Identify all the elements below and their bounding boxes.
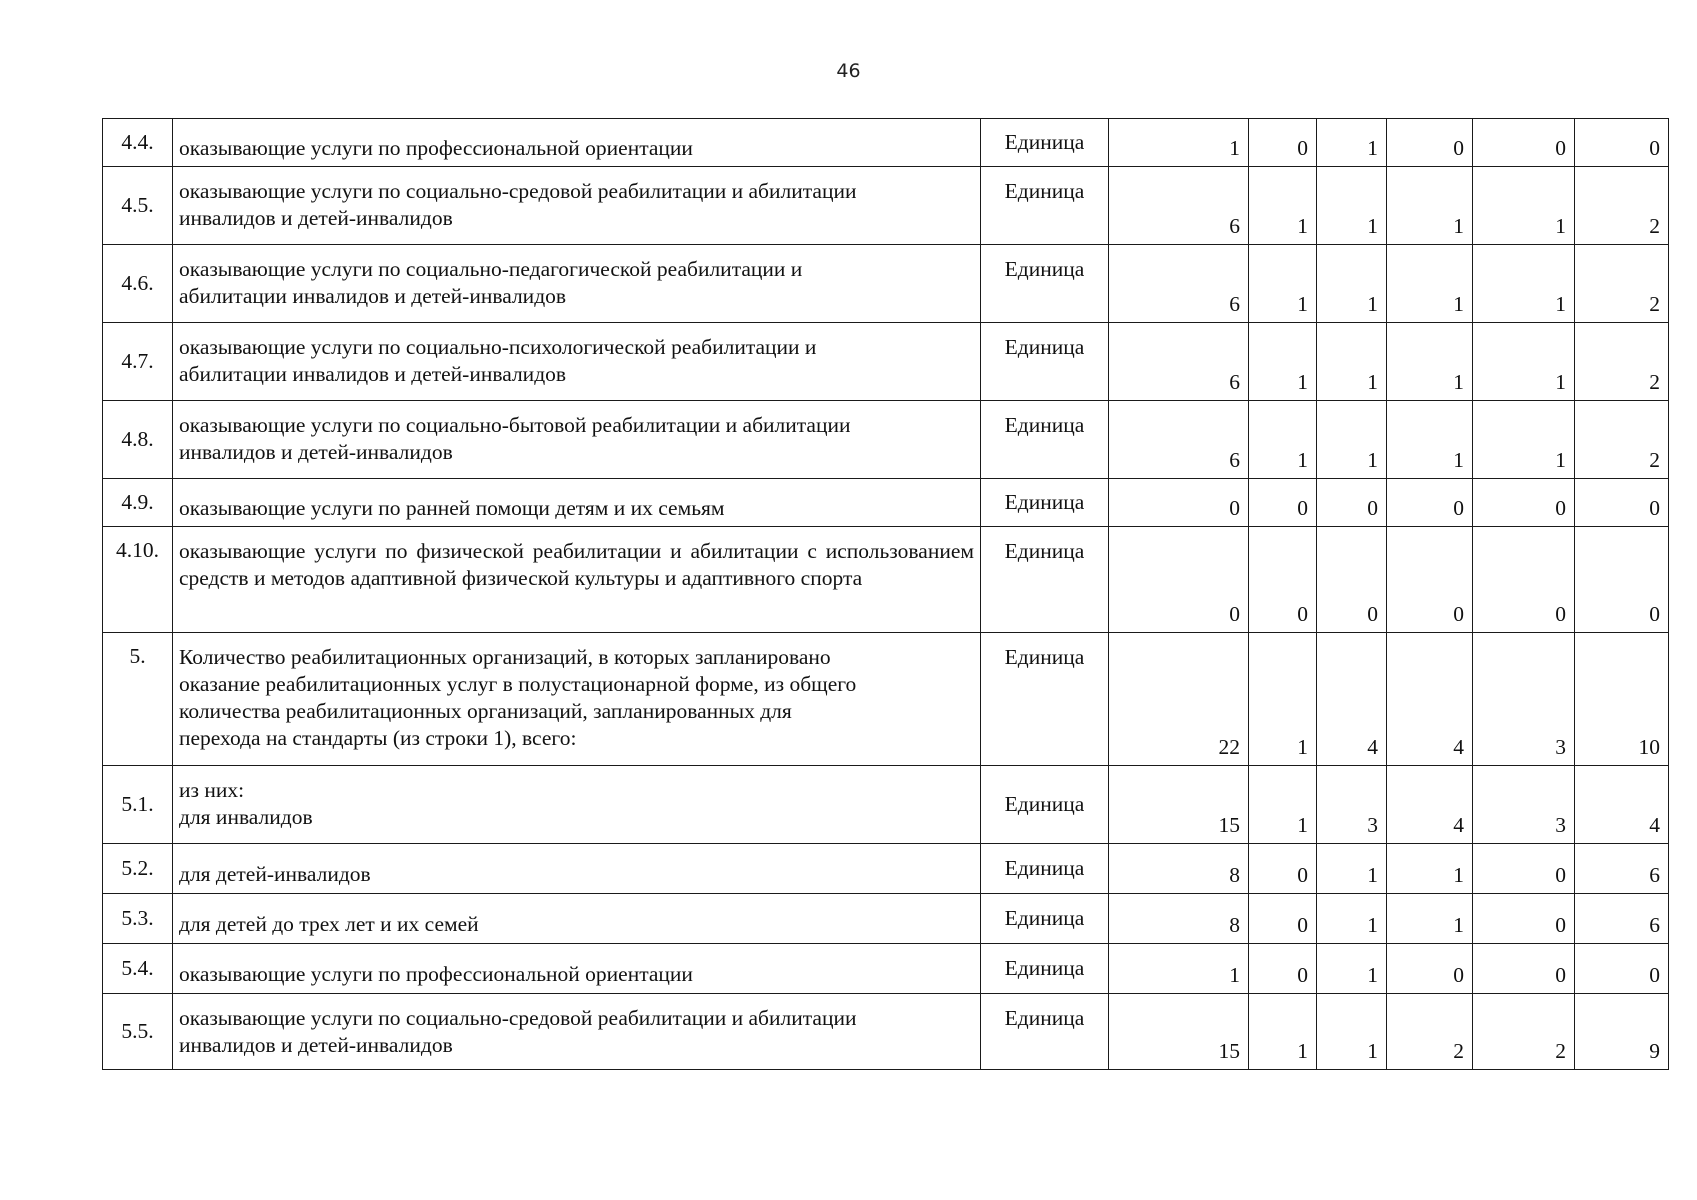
unit-cell: Единица — [981, 119, 1109, 167]
value-cell: 1 — [1109, 119, 1249, 167]
table-row — [103, 633, 1669, 766]
value-cell: 8 — [1109, 894, 1249, 944]
row-description — [173, 766, 981, 844]
value-cell: 6 — [1575, 894, 1669, 944]
value-cell: 3 — [1473, 766, 1575, 844]
description-line: абилитации инвалидов и детей-инвалидов — [179, 284, 567, 308]
row-number: 5.5. — [103, 994, 173, 1070]
value-cell: 15 — [1109, 994, 1249, 1070]
row-description — [173, 167, 981, 245]
value-cell: 0 — [1473, 944, 1575, 994]
value-cell: 1 — [1317, 119, 1387, 167]
description-line: для детей до трех лет и их семей — [179, 911, 479, 936]
unit-cell: Единица — [981, 167, 1109, 245]
value-cell: 2 — [1575, 323, 1669, 401]
value-cell: 1 — [1317, 844, 1387, 894]
row-description — [173, 119, 981, 167]
row-description — [173, 844, 981, 894]
table-row — [103, 944, 1669, 994]
value-cell: 1 — [1249, 401, 1317, 479]
row-number: 5.2. — [103, 844, 173, 894]
unit-cell: Единица — [981, 944, 1109, 994]
table-row — [103, 894, 1669, 944]
value-cell: 8 — [1109, 844, 1249, 894]
value-cell: 2 — [1387, 994, 1473, 1070]
row-description — [173, 401, 981, 479]
report-table — [102, 118, 1669, 1070]
value-cell: 1 — [1317, 944, 1387, 994]
unit-cell: Единица — [981, 844, 1109, 894]
value-cell: 1 — [1317, 401, 1387, 479]
value-cell: 15 — [1109, 766, 1249, 844]
description-line: оказание реабилитационных услуг в полустационарной форме, из общего — [179, 672, 857, 696]
row-number: 5.4. — [103, 944, 173, 994]
value-cell: 1 — [1249, 994, 1317, 1070]
value-cell: 0 — [1473, 844, 1575, 894]
value-cell: 0 — [1473, 119, 1575, 167]
value-cell: 1 — [1473, 401, 1575, 479]
value-cell: 0 — [1249, 944, 1317, 994]
value-cell: 0 — [1473, 894, 1575, 944]
description-line: для инвалидов — [179, 805, 313, 829]
table-row — [103, 479, 1669, 527]
value-cell: 0 — [1387, 479, 1473, 527]
value-cell: 4 — [1575, 766, 1669, 844]
table-row — [103, 401, 1669, 479]
value-cell: 0 — [1109, 527, 1249, 633]
value-cell: 6 — [1109, 167, 1249, 245]
row-description — [173, 245, 981, 323]
row-number: 5.3. — [103, 894, 173, 944]
row-number: 4.10. — [103, 527, 173, 633]
value-cell: 0 — [1575, 944, 1669, 994]
table-body — [103, 119, 1669, 1070]
value-cell: 0 — [1317, 527, 1387, 633]
value-cell: 1 — [1387, 323, 1473, 401]
value-cell: 1 — [1249, 245, 1317, 323]
description-line: оказывающие услуги по социально-средовой реабилитации и абилитации — [179, 179, 857, 203]
value-cell: 1 — [1387, 167, 1473, 245]
value-cell: 0 — [1249, 527, 1317, 633]
value-cell: 1 — [1473, 245, 1575, 323]
description-line: оказывающие услуги по социально-педагогической реабилитации и — [179, 257, 803, 281]
row-number: 4.4. — [103, 119, 173, 167]
unit-cell: Единица — [981, 994, 1109, 1070]
row-description — [173, 944, 981, 994]
row-description — [173, 633, 981, 766]
unit-cell: Единица — [981, 527, 1109, 633]
row-description: оказывающие услуги по физической реабилитации и абилитации с использованием средств и методов адаптивной физической культуры и адаптивного спорта — [173, 527, 981, 633]
table-row — [103, 245, 1669, 323]
row-description — [173, 994, 981, 1070]
row-description — [173, 894, 981, 944]
row-description — [173, 323, 981, 401]
table-row — [103, 527, 1669, 633]
description-line: оказывающие услуги по ранней помощи детям и их семьям — [179, 495, 725, 520]
value-cell: 2 — [1575, 401, 1669, 479]
value-cell: 0 — [1387, 527, 1473, 633]
unit-cell: Единица — [981, 766, 1109, 844]
table-row — [103, 844, 1669, 894]
value-cell: 4 — [1317, 633, 1387, 766]
value-cell: 0 — [1249, 844, 1317, 894]
table-row — [103, 323, 1669, 401]
value-cell: 6 — [1109, 401, 1249, 479]
value-cell: 6 — [1575, 844, 1669, 894]
unit-cell: Единица — [981, 633, 1109, 766]
description-line: Количество реабилитационных организаций, в которых запланировано — [179, 645, 831, 669]
value-cell: 1 — [1249, 323, 1317, 401]
unit-cell: Единица — [981, 894, 1109, 944]
value-cell: 2 — [1575, 167, 1669, 245]
value-cell: 9 — [1575, 994, 1669, 1070]
row-number: 4.8. — [103, 401, 173, 479]
table-row — [103, 167, 1669, 245]
row-number: 5.1. — [103, 766, 173, 844]
description-line: оказывающие услуги по социально-средовой реабилитации и абилитации — [179, 1006, 857, 1030]
description-line: инвалидов и детей-инвалидов — [179, 1033, 453, 1057]
value-cell: 0 — [1249, 894, 1317, 944]
row-number: 5. — [103, 633, 173, 766]
description-line: инвалидов и детей-инвалидов — [179, 440, 453, 464]
value-cell: 0 — [1473, 479, 1575, 527]
description-line: оказывающие услуги по социально-бытовой реабилитации и абилитации — [179, 413, 851, 437]
value-cell: 0 — [1575, 479, 1669, 527]
value-cell: 1 — [1387, 245, 1473, 323]
value-cell: 1 — [1249, 633, 1317, 766]
value-cell: 1 — [1317, 167, 1387, 245]
value-cell: 1 — [1109, 944, 1249, 994]
value-cell: 1 — [1387, 894, 1473, 944]
description-line: для детей-инвалидов — [179, 861, 371, 886]
table-row — [103, 994, 1669, 1070]
value-cell: 3 — [1317, 766, 1387, 844]
value-cell: 1 — [1317, 994, 1387, 1070]
description-line: перехода на стандарты (из строки 1), всего: — [179, 726, 577, 750]
value-cell: 6 — [1109, 245, 1249, 323]
value-cell: 1 — [1317, 323, 1387, 401]
value-cell: 1 — [1249, 167, 1317, 245]
value-cell: 1 — [1473, 167, 1575, 245]
description-line: из них: — [179, 778, 245, 802]
value-cell: 0 — [1387, 119, 1473, 167]
value-cell: 0 — [1575, 119, 1669, 167]
value-cell: 0 — [1473, 527, 1575, 633]
value-cell: 3 — [1473, 633, 1575, 766]
description-line: количества реабилитационных организаций, запланированных для — [179, 699, 792, 723]
row-number: 4.6. — [103, 245, 173, 323]
table-row — [103, 119, 1669, 167]
value-cell: 0 — [1317, 479, 1387, 527]
value-cell: 1 — [1317, 894, 1387, 944]
value-cell: 0 — [1249, 479, 1317, 527]
value-cell: 2 — [1473, 994, 1575, 1070]
unit-cell: Единица — [981, 323, 1109, 401]
unit-cell: Единица — [981, 245, 1109, 323]
row-description — [173, 479, 981, 527]
table-row — [103, 766, 1669, 844]
page-number: 46 — [836, 60, 861, 82]
value-cell: 4 — [1387, 766, 1473, 844]
value-cell: 0 — [1575, 527, 1669, 633]
value-cell: 0 — [1249, 119, 1317, 167]
value-cell: 10 — [1575, 633, 1669, 766]
description-line: оказывающие услуги по профессиональной ориентации — [179, 961, 693, 986]
unit-cell: Единица — [981, 479, 1109, 527]
value-cell: 1 — [1249, 766, 1317, 844]
description-line: инвалидов и детей-инвалидов — [179, 206, 453, 230]
value-cell: 6 — [1109, 323, 1249, 401]
description-line: оказывающие услуги по социально-психологической реабилитации и — [179, 335, 817, 359]
value-cell: 1 — [1387, 401, 1473, 479]
value-cell: 1 — [1317, 245, 1387, 323]
value-cell: 22 — [1109, 633, 1249, 766]
row-number: 4.7. — [103, 323, 173, 401]
value-cell: 1 — [1473, 323, 1575, 401]
value-cell: 0 — [1109, 479, 1249, 527]
row-number: 4.9. — [103, 479, 173, 527]
description-line: абилитации инвалидов и детей-инвалидов — [179, 362, 567, 386]
value-cell: 0 — [1387, 944, 1473, 994]
value-cell: 2 — [1575, 245, 1669, 323]
description-line: оказывающие услуги по профессиональной ориентации — [179, 135, 693, 160]
value-cell: 1 — [1387, 844, 1473, 894]
unit-cell: Единица — [981, 401, 1109, 479]
row-number: 4.5. — [103, 167, 173, 245]
value-cell: 4 — [1387, 633, 1473, 766]
